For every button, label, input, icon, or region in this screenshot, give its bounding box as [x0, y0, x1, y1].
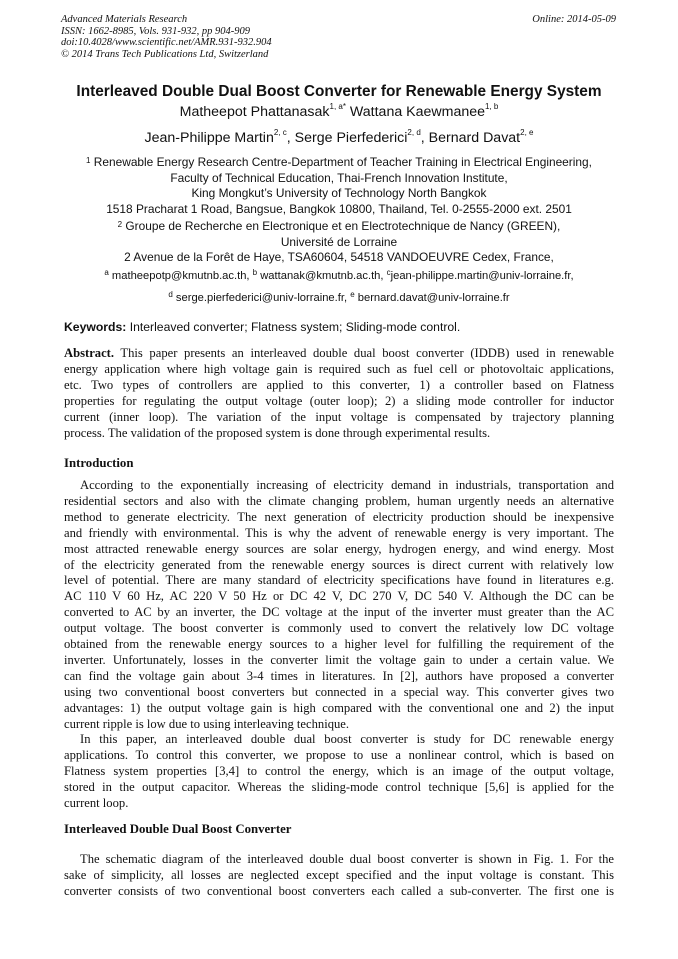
email-text: jean-philippe.martin@univ-lorraine.fr, [390, 270, 574, 282]
introduction-paragraph-2 [64, 732, 614, 812]
body-line: AC 110 V 60 Hz, AC 220 V 50 Hz or DC 42 V, DC 270 V, DC 540 V. Although the DC can be [64, 589, 614, 604]
emails-line-1 [0, 270, 678, 282]
emails-line-2 [0, 292, 678, 304]
abstract-line: etc. Two types of controllers are applied to this converter, 1) a controller based on Flatness [64, 377, 614, 392]
introduction-heading: Introduction [64, 456, 134, 470]
body-line: of the electricity generated from the renewable energy sources is direct current with relatively low [64, 557, 614, 572]
email-sup: b [252, 268, 258, 277]
affiliation-line [0, 155, 678, 171]
affiliation-line: Faculty of Technical Education, Thai-French Innovation Institute, [170, 170, 508, 185]
abstract-line [64, 346, 614, 362]
affiliation-line: King Mongkut’s University of Technology North Bangkok [191, 186, 487, 201]
doi-line: doi:10.4028/www.scientific.net/AMR.931-932.904 [61, 37, 272, 49]
author-sup: 2, e [520, 128, 534, 137]
email-text: serge.pierfederici@univ-lorraine.fr, [172, 292, 351, 304]
abstract-line: energy application where high voltage gain is required such as fuel cell or photovoltaic applications, [64, 361, 614, 376]
keywords [64, 320, 460, 334]
affiliation-sup: 1 [86, 156, 91, 165]
author-name: Wattana Kaewmanee [345, 104, 486, 120]
online-date: Online: 2014-05-09 [532, 14, 616, 25]
author-name: Matheepot Phattanasak [179, 104, 330, 120]
author-sup: 2, c [273, 128, 287, 137]
authors-line-1 [0, 104, 678, 120]
author-sup: 1, b [485, 102, 499, 111]
body-line: most attracted renewable energy sources are solar energy, hydrogen energy, and wind energy. Most [64, 541, 614, 556]
body-line: and friendly with environmental. This is why the advent of renewable energy is very important. The [64, 525, 614, 540]
body-line: using two conventional boost converters but connected in a special way. This converter gives two [64, 684, 614, 699]
email-sup: d [168, 290, 173, 299]
body-line: stored in the output capacitor. Whereas the sliding-mode control technique [5,6] is applied for the [64, 779, 614, 794]
body-line: According to the exponentially increasing of electricity demand in industrials, transportation and [80, 478, 614, 492]
abstract-line: properties for regulating the output voltage (outer loop); 2) a sliding mode controller for inductor [64, 393, 614, 408]
email-sup: c [386, 268, 391, 277]
introduction-paragraph-1 [64, 478, 614, 733]
email-sup: a [104, 268, 109, 277]
body-line: applications. To control this converter, we propose to use a nonlinear control, which is based on [64, 747, 614, 762]
abstract [64, 346, 614, 441]
body-line: current loop. [64, 795, 129, 810]
paper-title: Interleaved Double Dual Boost Converter for Renewable Energy System [76, 83, 602, 100]
issn-line: ISSN: 1662-8985, Vols. 931-932, pp 904-909 [61, 25, 250, 37]
email-text: wattanak@kmutnb.ac.th, [257, 270, 387, 282]
email-text: matheepotp@kmutnb.ac.th, [108, 270, 253, 282]
keywords-text: Interleaved converter; Flatness system; Sliding-mode control. [126, 320, 461, 334]
body-line: inverter. Unfortunately, losses in the converter limit the voltage gain to under a certain value. We [64, 652, 614, 667]
body-line: converter consists of two conventional boost converters each called a sub-converter. The first one is [64, 883, 614, 898]
body-line: method to generate electricity. The next generation of electricity production should be inexpensive [64, 509, 614, 524]
author-name: , Bernard Davat [420, 130, 521, 146]
author-name: , Serge Pierfederici [286, 130, 408, 146]
abstract-line-text: This paper presents an interleaved double dual boost converter (IDDB) used in renewable [114, 346, 614, 360]
body-line: residential sectors and also with the climate changing problem, human urgently needs an alternative [64, 493, 614, 508]
affiliation-line: 2 Avenue de la Forêt de Haye, TSA60604, 54518 VANDOEUVRE Cedex, France, [124, 250, 554, 265]
affiliation-line: Université de Lorraine [280, 234, 398, 249]
abstract-label: Abstract. [64, 346, 115, 360]
body-line: Flatness system properties [3,4] to control the energy, which is an image of the output voltage, [64, 763, 614, 778]
affiliation-2 [0, 219, 678, 266]
body-line: In this paper, an interleaved double dual boost converter is study for DC renewable energy [80, 732, 614, 746]
body-line: level of potential. There are many standard of electricity specifications have found in literatures e.g. [64, 573, 614, 588]
affiliation-text: Renewable Energy Research Centre-Department of Teacher Training in Electrical Engineering, [90, 155, 592, 169]
authors-line-2 [0, 130, 678, 146]
keywords-label: Keywords: [64, 320, 127, 334]
author-name: Jean-Philippe Martin [144, 130, 274, 146]
author-sup: 1, a* [329, 102, 346, 111]
abstract-line: process. The validation of the proposed system is done through experimental results. [64, 425, 491, 440]
body-line: can find the voltage gain about 3-4 times in literatures. In [2], authors have proposed a converter [64, 668, 614, 683]
affiliation-1 [0, 155, 678, 217]
abstract-line: current (inner loop). The variation of the input voltage is compensated by trajectory planning [64, 409, 614, 424]
journal-name: Advanced Materials Research [61, 14, 188, 25]
body-line: advantages: 1) the output voltage gain is high compared with the conventional one and 2) the input [64, 700, 614, 715]
section-paragraph-1 [64, 852, 614, 900]
journal-header [61, 14, 272, 60]
copyright-line: © 2014 Trans Tech Publications Ltd, Switzerland [61, 48, 269, 60]
body-line: converted to AC by an inverter, the DC voltage at the input of the inverter must greater than the AC [64, 605, 614, 620]
affiliation-line: 1518 Pracharat 1 Road, Bangsue, Bangkok 10800, Thailand, Tel. 0-2555-2000 ext. 2501 [106, 201, 572, 216]
section-heading: Interleaved Double Dual Boost Converter [64, 822, 292, 836]
body-line: sake of simplicity, all losses are neglected except specified and the input voltage is constant. This [64, 867, 614, 882]
affiliation-text: Groupe de Recherche en Electronique et en Electrotechnique de Nancy (GREEN), [122, 219, 561, 233]
body-line: output voltage. The boost converter is commonly used to convert the relatively low DC voltage [64, 621, 614, 636]
body-line: obtained from the renewable energy sources to a higher level for fulfilling the requirement of the [64, 637, 614, 652]
author-sup: 2, d [407, 128, 421, 137]
body-line: The schematic diagram of the interleaved double dual boost converter is shown in Fig. 1. For the [80, 852, 614, 866]
affiliation-sup: 2 [117, 220, 123, 229]
affiliation-line [0, 219, 678, 235]
body-line: current ripple is low due to using interleaving technique. [64, 716, 350, 731]
email-sup: e [350, 290, 355, 299]
email-text: bernard.davat@univ-lorraine.fr [354, 292, 510, 304]
